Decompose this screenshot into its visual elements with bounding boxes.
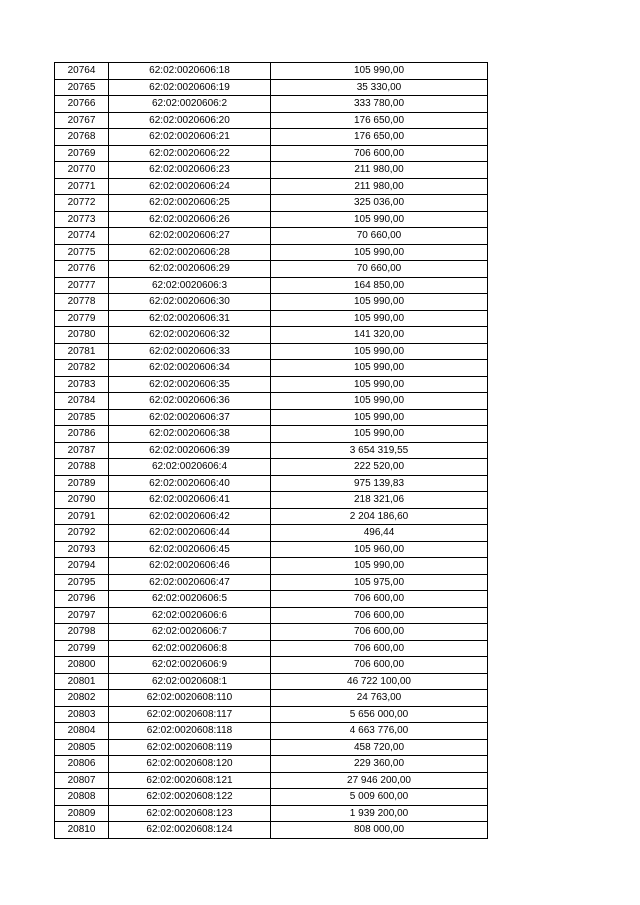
- cadastral-number-cell: 62:02:0020606:23: [109, 162, 271, 179]
- table-row: [55, 310, 488, 327]
- table-row: [55, 574, 488, 591]
- row-number-cell: 20791: [55, 508, 109, 525]
- table-row: [55, 640, 488, 657]
- cadastral-value-cell: 24 763,00: [271, 690, 488, 707]
- table-row: [55, 327, 488, 344]
- cadastral-number-cell: 62:02:0020606:20: [109, 112, 271, 129]
- cadastral-value-cell: 2 204 186,60: [271, 508, 488, 525]
- row-number-cell: 20797: [55, 607, 109, 624]
- cadastral-number-cell: 62:02:0020606:2: [109, 96, 271, 113]
- cadastral-value-cell: 105 990,00: [271, 426, 488, 443]
- cadastral-number-cell: 62:02:0020606:45: [109, 541, 271, 558]
- row-number-cell: 20766: [55, 96, 109, 113]
- row-number-cell: 20792: [55, 525, 109, 542]
- cadastral-value-cell: 458 720,00: [271, 739, 488, 756]
- cadastral-number-cell: 62:02:0020606:5: [109, 591, 271, 608]
- cadastral-number-cell: 62:02:0020608:124: [109, 822, 271, 839]
- row-number-cell: 20794: [55, 558, 109, 575]
- cadastral-value-cell: 706 600,00: [271, 145, 488, 162]
- cadastral-value-cell: 105 975,00: [271, 574, 488, 591]
- cadastral-number-cell: 62:02:0020608:119: [109, 739, 271, 756]
- row-number-cell: 20781: [55, 343, 109, 360]
- cadastral-number-cell: 62:02:0020606:21: [109, 129, 271, 146]
- table-row: [55, 426, 488, 443]
- cadastral-value-cell: 105 960,00: [271, 541, 488, 558]
- table-row: [55, 706, 488, 723]
- table-row: [55, 772, 488, 789]
- cadastral-number-cell: 62:02:0020606:28: [109, 244, 271, 261]
- cadastral-value-cell: 105 990,00: [271, 376, 488, 393]
- table-row: [55, 723, 488, 740]
- table-row: [55, 360, 488, 377]
- table-row: [55, 112, 488, 129]
- cadastral-value-cell: 706 600,00: [271, 624, 488, 641]
- cadastral-number-cell: 62:02:0020608:110: [109, 690, 271, 707]
- cadastral-value-cell: 176 650,00: [271, 112, 488, 129]
- cadastral-number-cell: 62:02:0020606:35: [109, 376, 271, 393]
- cadastral-value-cell: 706 600,00: [271, 657, 488, 674]
- row-number-cell: 20786: [55, 426, 109, 443]
- table-row: [55, 475, 488, 492]
- cadastral-value-cell: 35 330,00: [271, 79, 488, 96]
- row-number-cell: 20785: [55, 409, 109, 426]
- table-row: [55, 376, 488, 393]
- table-row: [55, 63, 488, 80]
- row-number-cell: 20800: [55, 657, 109, 674]
- cadastral-value-cell: 46 722 100,00: [271, 673, 488, 690]
- cadastral-number-cell: 62:02:0020608:117: [109, 706, 271, 723]
- cadastral-value-cell: 105 990,00: [271, 294, 488, 311]
- row-number-cell: 20768: [55, 129, 109, 146]
- cadastral-number-cell: 62:02:0020606:40: [109, 475, 271, 492]
- table-row: [55, 525, 488, 542]
- row-number-cell: 20765: [55, 79, 109, 96]
- table-row: [55, 195, 488, 212]
- cadastral-number-cell: 62:02:0020606:33: [109, 343, 271, 360]
- cadastral-value-cell: 222 520,00: [271, 459, 488, 476]
- cadastral-number-cell: 62:02:0020608:121: [109, 772, 271, 789]
- row-number-cell: 20809: [55, 805, 109, 822]
- row-number-cell: 20779: [55, 310, 109, 327]
- table-body: [55, 63, 488, 839]
- cadastral-number-cell: 62:02:0020606:44: [109, 525, 271, 542]
- cadastral-value-cell: 105 990,00: [271, 393, 488, 410]
- row-number-cell: 20808: [55, 789, 109, 806]
- table-row: [55, 145, 488, 162]
- table-row: [55, 624, 488, 641]
- cadastral-value-cell: 105 990,00: [271, 63, 488, 80]
- row-number-cell: 20775: [55, 244, 109, 261]
- cadastral-number-cell: 62:02:0020608:122: [109, 789, 271, 806]
- table-row: [55, 228, 488, 245]
- table-row: [55, 805, 488, 822]
- cadastral-number-cell: 62:02:0020606:3: [109, 277, 271, 294]
- row-number-cell: 20778: [55, 294, 109, 311]
- row-number-cell: 20788: [55, 459, 109, 476]
- row-number-cell: 20787: [55, 442, 109, 459]
- table-row: [55, 789, 488, 806]
- cadastral-value-cell: 706 600,00: [271, 591, 488, 608]
- row-number-cell: 20773: [55, 211, 109, 228]
- row-number-cell: 20802: [55, 690, 109, 707]
- table-row: [55, 162, 488, 179]
- cadastral-number-cell: 62:02:0020606:38: [109, 426, 271, 443]
- cadastral-number-cell: 62:02:0020608:123: [109, 805, 271, 822]
- cadastral-number-cell: 62:02:0020606:36: [109, 393, 271, 410]
- cadastral-number-cell: 62:02:0020608:120: [109, 756, 271, 773]
- table-row: [55, 459, 488, 476]
- table-row: [55, 178, 488, 195]
- row-number-cell: 20774: [55, 228, 109, 245]
- row-number-cell: 20764: [55, 63, 109, 80]
- cadastral-value-cell: 218 321,06: [271, 492, 488, 509]
- row-number-cell: 20790: [55, 492, 109, 509]
- cadastral-value-cell: 105 990,00: [271, 558, 488, 575]
- cadastral-number-cell: 62:02:0020606:39: [109, 442, 271, 459]
- cadastral-value-cell: 5 656 000,00: [271, 706, 488, 723]
- table-row: [55, 657, 488, 674]
- cadastral-value-cell: 176 650,00: [271, 129, 488, 146]
- row-number-cell: 20806: [55, 756, 109, 773]
- cadastral-number-cell: 62:02:0020606:47: [109, 574, 271, 591]
- row-number-cell: 20767: [55, 112, 109, 129]
- cadastral-value-cell: 4 663 776,00: [271, 723, 488, 740]
- cadastral-number-cell: 62:02:0020606:26: [109, 211, 271, 228]
- table-row: [55, 244, 488, 261]
- cadastral-number-cell: 62:02:0020606:18: [109, 63, 271, 80]
- cadastral-value-cell: 975 139,83: [271, 475, 488, 492]
- cadastral-number-cell: 62:02:0020606:6: [109, 607, 271, 624]
- cadastral-number-cell: 62:02:0020606:9: [109, 657, 271, 674]
- cadastral-value-cell: 70 660,00: [271, 261, 488, 278]
- cadastral-number-cell: 62:02:0020606:34: [109, 360, 271, 377]
- cadastral-value-cell: 105 990,00: [271, 310, 488, 327]
- cadastral-value-cell: 70 660,00: [271, 228, 488, 245]
- cadastral-number-cell: 62:02:0020606:41: [109, 492, 271, 509]
- table-row: [55, 492, 488, 509]
- cadastral-number-cell: 62:02:0020606:31: [109, 310, 271, 327]
- row-number-cell: 20777: [55, 277, 109, 294]
- table-row: [55, 393, 488, 410]
- row-number-cell: 20795: [55, 574, 109, 591]
- table-row: [55, 442, 488, 459]
- row-number-cell: 20769: [55, 145, 109, 162]
- table-row: [55, 96, 488, 113]
- table-row: [55, 673, 488, 690]
- cadastral-value-cell: 1 939 200,00: [271, 805, 488, 822]
- cadastral-number-cell: 62:02:0020608:118: [109, 723, 271, 740]
- row-number-cell: 20805: [55, 739, 109, 756]
- table-row: [55, 343, 488, 360]
- cadastral-value-cell: 706 600,00: [271, 640, 488, 657]
- row-number-cell: 20784: [55, 393, 109, 410]
- row-number-cell: 20804: [55, 723, 109, 740]
- cadastral-value-cell: 333 780,00: [271, 96, 488, 113]
- cadastral-number-cell: 62:02:0020606:32: [109, 327, 271, 344]
- cadastral-value-cell: 229 360,00: [271, 756, 488, 773]
- cadastral-number-cell: 62:02:0020606:7: [109, 624, 271, 641]
- row-number-cell: 20801: [55, 673, 109, 690]
- cadastral-number-cell: 62:02:0020606:29: [109, 261, 271, 278]
- row-number-cell: 20810: [55, 822, 109, 839]
- row-number-cell: 20783: [55, 376, 109, 393]
- row-number-cell: 20780: [55, 327, 109, 344]
- row-number-cell: 20793: [55, 541, 109, 558]
- table-row: [55, 822, 488, 839]
- row-number-cell: 20782: [55, 360, 109, 377]
- cadastral-value-cell: 164 850,00: [271, 277, 488, 294]
- row-number-cell: 20771: [55, 178, 109, 195]
- table-row: [55, 211, 488, 228]
- cadastral-number-cell: 62:02:0020606:4: [109, 459, 271, 476]
- cadastral-value-table: [54, 62, 488, 839]
- cadastral-value-cell: 496,44: [271, 525, 488, 542]
- cadastral-number-cell: 62:02:0020608:1: [109, 673, 271, 690]
- cadastral-number-cell: 62:02:0020606:8: [109, 640, 271, 657]
- table-row: [55, 409, 488, 426]
- cadastral-number-cell: 62:02:0020606:19: [109, 79, 271, 96]
- cadastral-number-cell: 62:02:0020606:22: [109, 145, 271, 162]
- cadastral-value-cell: 706 600,00: [271, 607, 488, 624]
- table-row: [55, 79, 488, 96]
- cadastral-value-cell: 5 009 600,00: [271, 789, 488, 806]
- row-number-cell: 20807: [55, 772, 109, 789]
- cadastral-number-cell: 62:02:0020606:37: [109, 409, 271, 426]
- cadastral-value-cell: 27 946 200,00: [271, 772, 488, 789]
- cadastral-value-cell: 3 654 319,55: [271, 442, 488, 459]
- cadastral-value-cell: 211 980,00: [271, 178, 488, 195]
- cadastral-value-cell: 105 990,00: [271, 360, 488, 377]
- cadastral-number-cell: 62:02:0020606:27: [109, 228, 271, 245]
- table-row: [55, 541, 488, 558]
- cadastral-value-cell: 211 980,00: [271, 162, 488, 179]
- table-row: [55, 756, 488, 773]
- row-number-cell: 20772: [55, 195, 109, 212]
- cadastral-number-cell: 62:02:0020606:46: [109, 558, 271, 575]
- cadastral-value-cell: 105 990,00: [271, 244, 488, 261]
- cadastral-number-cell: 62:02:0020606:42: [109, 508, 271, 525]
- table-row: [55, 261, 488, 278]
- table-row: [55, 591, 488, 608]
- table-row: [55, 607, 488, 624]
- row-number-cell: 20798: [55, 624, 109, 641]
- cadastral-value-cell: 808 000,00: [271, 822, 488, 839]
- row-number-cell: 20803: [55, 706, 109, 723]
- table-row: [55, 739, 488, 756]
- row-number-cell: 20796: [55, 591, 109, 608]
- cadastral-value-cell: 105 990,00: [271, 211, 488, 228]
- row-number-cell: 20770: [55, 162, 109, 179]
- cadastral-value-cell: 105 990,00: [271, 409, 488, 426]
- table-row: [55, 508, 488, 525]
- table-row: [55, 294, 488, 311]
- row-number-cell: 20799: [55, 640, 109, 657]
- table-row: [55, 690, 488, 707]
- row-number-cell: 20776: [55, 261, 109, 278]
- cadastral-value-cell: 325 036,00: [271, 195, 488, 212]
- cadastral-number-cell: 62:02:0020606:24: [109, 178, 271, 195]
- table-row: [55, 277, 488, 294]
- cadastral-number-cell: 62:02:0020606:25: [109, 195, 271, 212]
- row-number-cell: 20789: [55, 475, 109, 492]
- table-row: [55, 129, 488, 146]
- table-row: [55, 558, 488, 575]
- cadastral-value-cell: 141 320,00: [271, 327, 488, 344]
- cadastral-number-cell: 62:02:0020606:30: [109, 294, 271, 311]
- cadastral-value-cell: 105 990,00: [271, 343, 488, 360]
